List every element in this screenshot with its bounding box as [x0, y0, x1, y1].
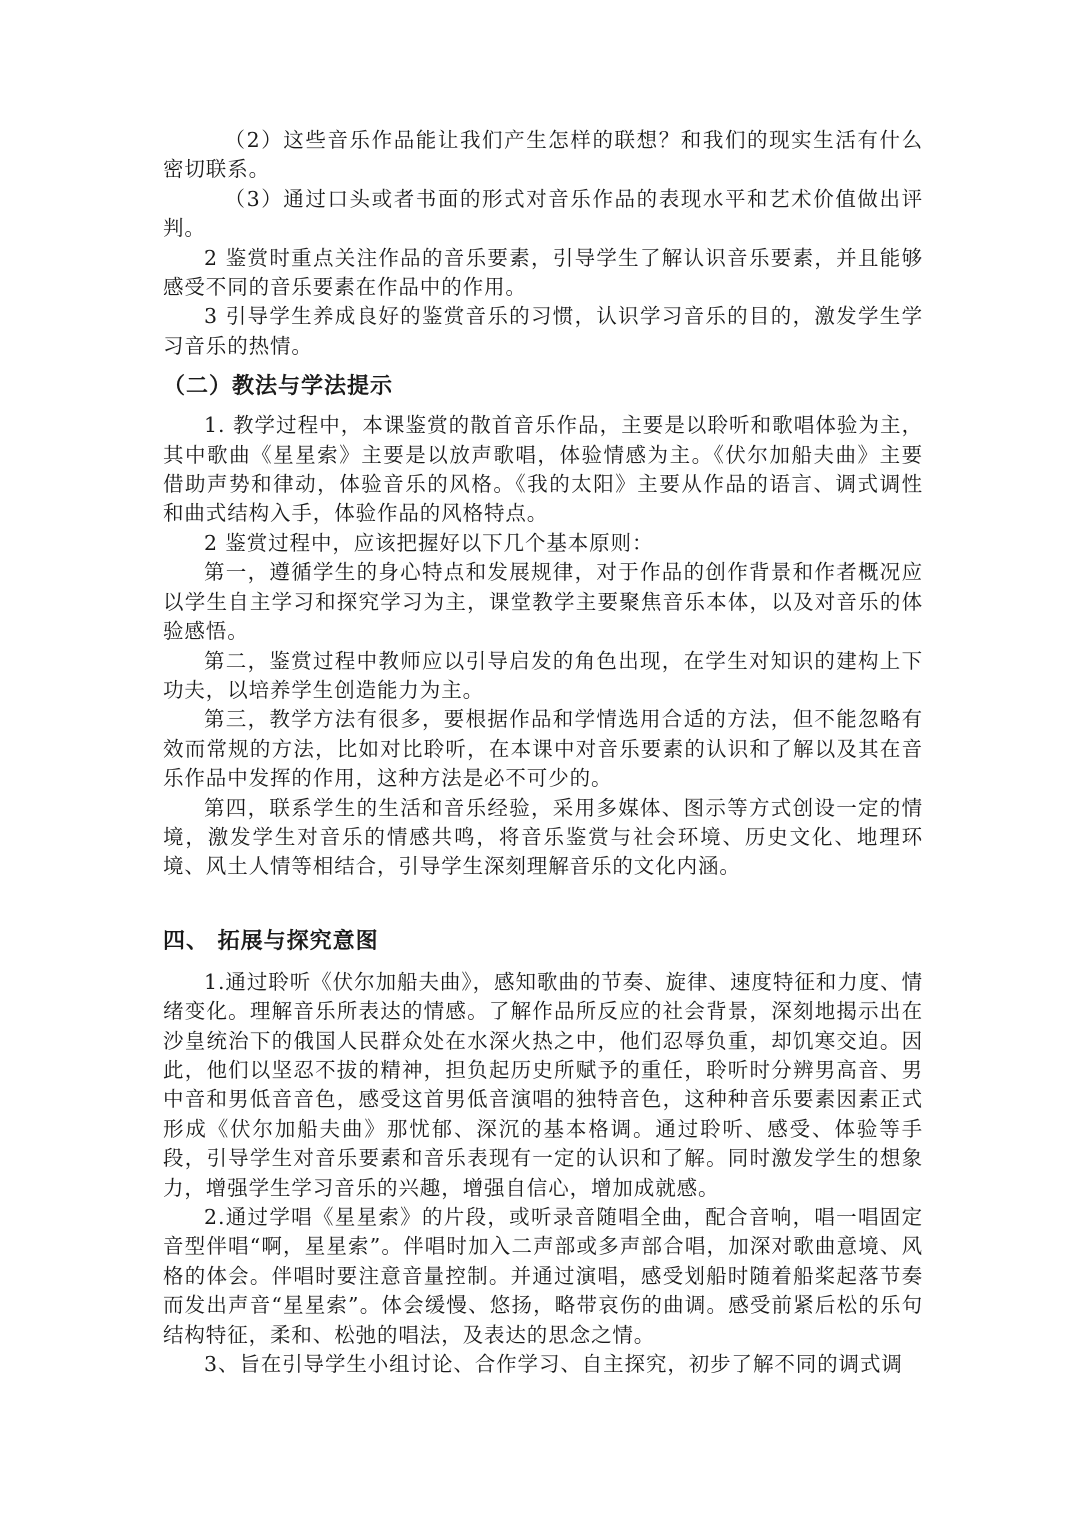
paragraph-extension-1: 1.通过聆听《伏尔加船夫曲》，感知歌曲的节奏、旋律、速度特征和力度、情绪变化。理解音乐所表达的情感。了解作品所反应的社会背景，深刻地揭示出在沙皇统治下的俄国人民群众处在水深火热之中，他们忍辱负重，却饥寒交迫。因此，他们以坚忍不拔的精神，担负起历史所赋予的重任，聆听时分辨男高音、男中音和男低音音色，感受这首男低音演唱的独特音色，这种种音乐要素因素正式形成《伏尔加船夫曲》那忧郁、深沉的基本格调。通过聆听、感受、体验等手段，引导学生对音乐要素和音乐表现有一定的认识和了解。同时激发学生的想象力，增强学生学习音乐的兴趣，增强自信心，增加成就感。	[163, 969, 923, 1200]
section-heading-extension: 四、 拓展与探究意图	[163, 928, 379, 954]
paragraph-principle-1: 第一，遵循学生的身心特点和发展规律，对于作品的创作背景和作者概况应以学生自主学习和探究学习为主，课堂教学主要聚焦音乐本体，以及对音乐的体验感悟。	[163, 560, 923, 644]
paragraph-principle-4: 第四，联系学生的生活和音乐经验，采用多媒体、图示等方式创设一定的情境，激发学生对音乐的情感共鸣，将音乐鉴赏与社会环境、历史文化、地理环境、风土人情等相结合，引导学生深刻理解音乐的文化内涵。	[163, 795, 923, 879]
paragraph-item-3: （3）通过口头或者书面的形式对音乐作品的表现水平和艺术价值做出评判。	[163, 186, 923, 241]
paragraph-principle-2: 第二，鉴赏过程中教师应以引导启发的角色出现，在学生对知识的建构上下功夫，以培养学生创造能力为主。	[163, 648, 923, 702]
paragraph-teaching-1: 1. 教学过程中，本课鉴赏的散首音乐作品，主要是以聆听和歌唱体验为主，其中歌曲《星星索》主要是以放声歌唱，体验情感为主。《伏尔加船夫曲》主要借助声势和律动，体验音乐的风格。《我的太阳》主要从作品的语言、调式调性和曲式结构入手，体验作品的风格特点。	[163, 413, 923, 526]
paragraph-extension-3: 3、旨在引导学生小组讨论、合作学习、自主探究，初步了解不同的调式调	[204, 1352, 903, 1377]
paragraph-point-3: 3 引导学生养成良好的鉴赏音乐的习惯，认识学习音乐的目的，激发学生学习音乐的热情。	[163, 304, 923, 358]
section-heading-teaching-methods: （二）教法与学法提示	[163, 374, 394, 400]
paragraph-extension-2: 2.通过学唱《星星索》的片段，或听录音随唱全曲，配合音响，唱一唱固定音型伴唱“啊，星星索”。伴唱时加入二声部或多声部合唱，加深对歌曲意境、风格的体会。伴唱时要注意音量控制。并通过演唱，感受划船时随着船桨起落节奏而发出声音“星星索”。体会缓慢、悠扬，略带哀伤的曲调。感受前紧后松的乐句结构特征，柔和、松弛的唱法，及表达的思念之情。	[163, 1205, 923, 1347]
paragraph-principle-3: 第三，教学方法有很多，要根据作品和学情选用合适的方法，但不能忽略有效而常规的方法，比如对比聆听，在本课中对音乐要素的认识和了解以及其在音乐作品中发挥的作用，这种方法是必不可少的。	[163, 707, 923, 791]
paragraph-teaching-2: 2 鉴赏过程中，应该把握好以下几个基本原则：	[204, 530, 654, 555]
document-page	[163, 126, 923, 1379]
paragraph-point-2: 2 鉴赏时重点关注作品的音乐要素，引导学生了解认识音乐要素，并且能够感受不同的音乐要素在作品中的作用。	[163, 245, 923, 300]
paragraph-item-2: （2）这些音乐作品能让我们产生怎样的联想？和我们的现实生活有什么密切联系。	[163, 128, 923, 182]
